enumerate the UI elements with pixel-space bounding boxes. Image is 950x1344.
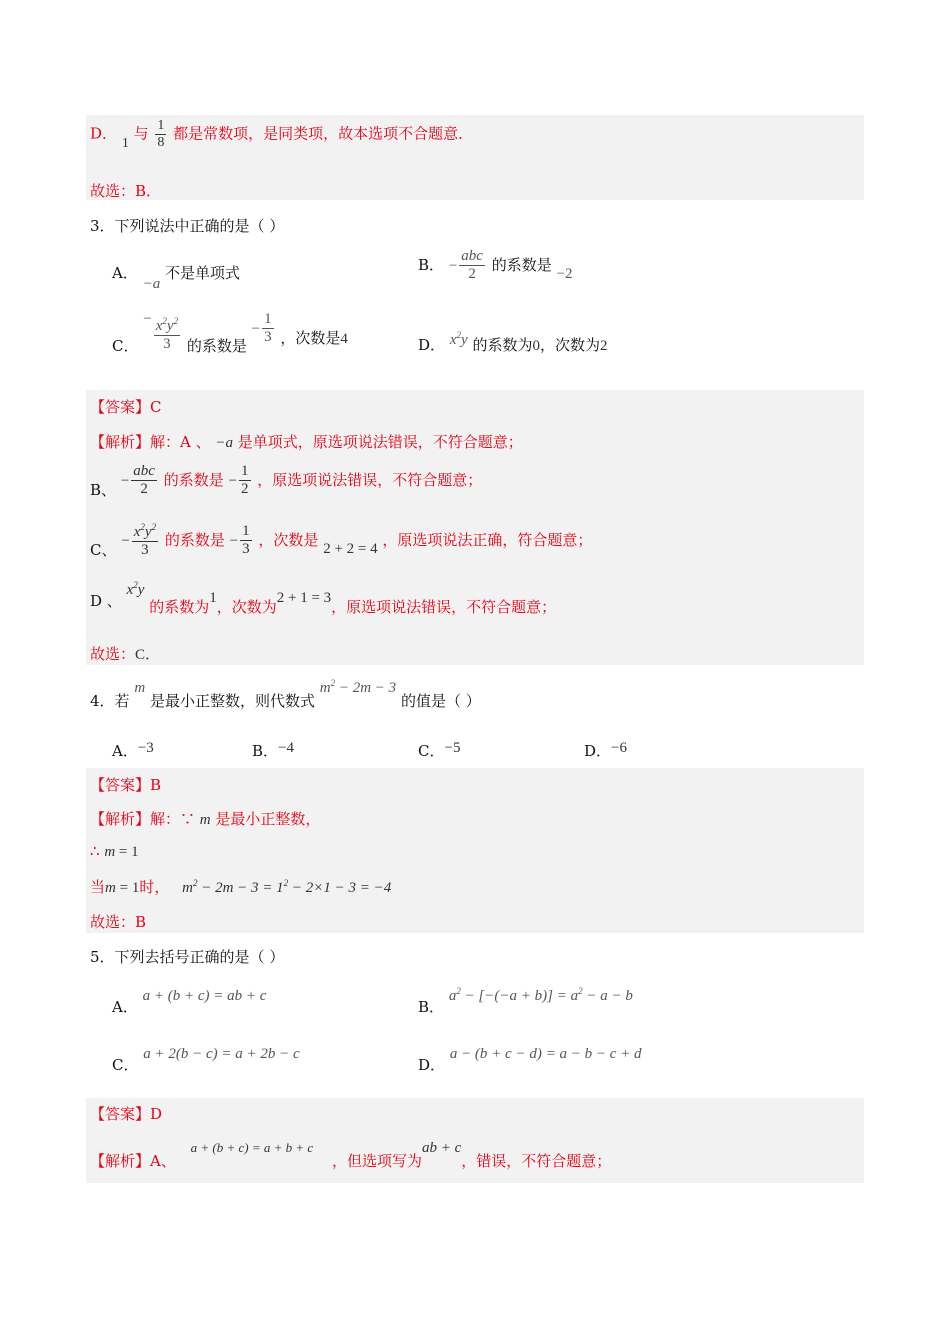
q2-option-d-text: 都是常数项，是同类项，故本选项不合题意． — [173, 124, 474, 143]
q3-analysis-c-mid: 的系数是 — [164, 530, 225, 549]
q3-option-d: D． $x^2y$ 的系数为0，次数为2 — [418, 330, 608, 354]
q2-option-d-line: D． 1 与 $\frac{1}{8}$ 都是常数项，是同类项，故本选项不合题意． — [90, 118, 474, 151]
q3-analysis-a-text: 是单项式，原选项说法错误，不符合题意； — [237, 433, 523, 451]
q4-final: 故选：B — [90, 913, 147, 931]
q5-option-c: C． a + 2(b − c) = a + 2b − c — [112, 1046, 300, 1074]
q3-option-d-text: 的系数为 — [472, 336, 533, 354]
q4-analysis-head: 【解析】解：∵ — [90, 810, 196, 828]
q4-option-c-label: C． — [418, 742, 445, 760]
q5-stem: 5．下列去括号正确的是（ ） — [90, 948, 285, 966]
q3-final — [90, 643, 160, 664]
q5-analysis-mid: ，但选项写为 — [331, 1152, 422, 1170]
q3-option-c-label: C． — [112, 336, 139, 355]
q3-analysis-c-end: ，原选项说法正确，符合题意； — [382, 530, 593, 549]
q4-stem-mid: 是最小正整数，则代数式 — [149, 692, 315, 710]
q3-option-b-label: B． — [418, 255, 445, 274]
q4-answer: 【答案】B — [90, 776, 162, 794]
q3-option-c: C． − $\frac{x^2y^2}{3}$ 的系数是 − $\frac{1}{3}$ ，次数是4 — [112, 310, 348, 355]
q4-analysis-1: 【解析】解：∵ m 是最小正整数， — [90, 810, 321, 828]
q3-analysis-d-mid2: ，次数为 — [216, 598, 277, 616]
q5-answer: 【答案】D — [90, 1105, 163, 1123]
q4-option-b-label: B． — [252, 742, 279, 760]
q5-option-b-label: B． — [418, 998, 445, 1016]
q4-option-d — [584, 736, 627, 760]
q4-option-c-value: −5 — [444, 740, 461, 756]
q3-option-c-text2: ，次数是 — [280, 328, 341, 347]
q4-option-b — [252, 736, 294, 760]
q3-option-b-text: 的系数是 — [491, 255, 552, 274]
q3-option-d-text2: ，次数为 — [539, 336, 600, 354]
q2-option-d-label: D． — [90, 124, 118, 143]
q3-analysis-a: 【解析】解：A 、 −a 是单项式，原选项说法错误，不符合题意； — [90, 433, 523, 451]
q5-option-d: D． a − (b + c − d) = a − b − c + d — [418, 1046, 642, 1074]
q4-stem-end: 的值是（ ） — [400, 692, 481, 710]
q2-and: 与 — [133, 124, 149, 143]
q3-analysis-c-label: C、 — [90, 540, 117, 559]
q3-analysis-d-end: ，原选项说法错误，不符合题意； — [331, 598, 557, 616]
q4-therefore-icon: ∴ — [90, 842, 100, 860]
q5-option-a: A． a + (b + c) = ab + c — [112, 988, 267, 1016]
q3-analysis-head: 【解析】解：A 、 — [90, 433, 211, 451]
q4-line3-prefix: 当 — [90, 878, 106, 896]
q3-analysis-b: B、 − $\frac{\text{abc}}{2}$ 的系数是 − $\frac{1}{2}$ ，原选项说法错误，不符合题意； — [90, 463, 483, 499]
q3-option-a-text: 不是单项式 — [165, 264, 241, 282]
q4-option-a-label: A． — [112, 742, 138, 760]
q4-solution-box — [86, 768, 864, 933]
q4-option-b-value: −4 — [278, 740, 294, 756]
q5-analysis-end: ，错误，不符合题意； — [461, 1152, 612, 1170]
q4-option-a-value: −3 — [137, 740, 154, 756]
q3-option-a-label: A． — [112, 264, 138, 282]
q5-option-d-label: D． — [418, 1056, 446, 1074]
q3-option-a: A． −a 不是单项式 — [112, 264, 241, 292]
q3-stem: 3．下列说法中正确的是（ ） — [90, 217, 285, 235]
q3-final-choice: C． — [135, 647, 161, 663]
q3-analysis-d-mid: 的系数为 — [149, 598, 210, 616]
q3-analysis-d-label: D 、 — [90, 592, 122, 610]
q3-option-d-label: D． — [418, 336, 446, 354]
q3-analysis-c-mid2: ，次数是 — [258, 530, 319, 549]
q3-analysis-b-mid: 的系数是 — [163, 470, 224, 489]
q4-line3-mid: 时， — [139, 878, 170, 896]
q5-analysis-head: 【解析】A、 — [90, 1152, 176, 1170]
q3-final-text: 故选： — [90, 645, 136, 663]
q3-analysis-b-end: ，原选项说法错误，不符合题意； — [257, 470, 483, 489]
q5-analysis: 【解析】A、 a + (b + c) = a + b + c ，但选项写为ab + c，错误，不符合题意； — [90, 1140, 612, 1170]
q4-analysis-1-end: 是最小正整数， — [215, 810, 321, 828]
q3-option-c-text: 的系数是 — [186, 336, 247, 355]
q5-option-c-label: C． — [112, 1056, 139, 1074]
q3-answer: 【答案】C — [90, 398, 162, 416]
q4-stem-prefix: 4．若 — [90, 692, 130, 710]
q4-option-a — [112, 736, 154, 760]
q4-option-d-label: D． — [584, 742, 612, 760]
q4-analysis-3: 当m = 1时， $m^2 - 2m - 3 = 1^2 - 2\times 1 - 3 = -4$ — [90, 878, 392, 896]
q4-stem: 4．若 m 是最小正整数，则代数式 $m^2 - 2m - 3$ 的值是（ ） — [90, 678, 481, 710]
q4-option-c — [418, 736, 461, 760]
q4-analysis-2: ∴ m = 1 — [90, 842, 139, 860]
q3-analysis-b-label: B、 — [90, 480, 117, 499]
q3-analysis-c: C、 − $\frac{x^2y^2}{3}$ 的系数是 − $\frac{1}{3}$ ，次数是 2 + 2 = 4 ，原选项说法正确，符合题意； — [90, 522, 593, 559]
q3-analysis-d: D 、 $x^2y$ 的系数为1，次数为2 + 1 = 3，原选项说法错误，不符合题意； — [90, 580, 557, 616]
q3-option-b: B． − $\frac{\text{abc}}{2}$ 的系数是 −2 — [418, 248, 573, 283]
q5-option-a-label: A． — [112, 998, 138, 1016]
q5-option-b: B． $a^2 - [-(-a + b)] = a^2 - a - b$ — [418, 986, 633, 1016]
q4-option-d-value: −6 — [611, 740, 627, 756]
q2-final-answer: 故选：B． — [90, 182, 162, 200]
